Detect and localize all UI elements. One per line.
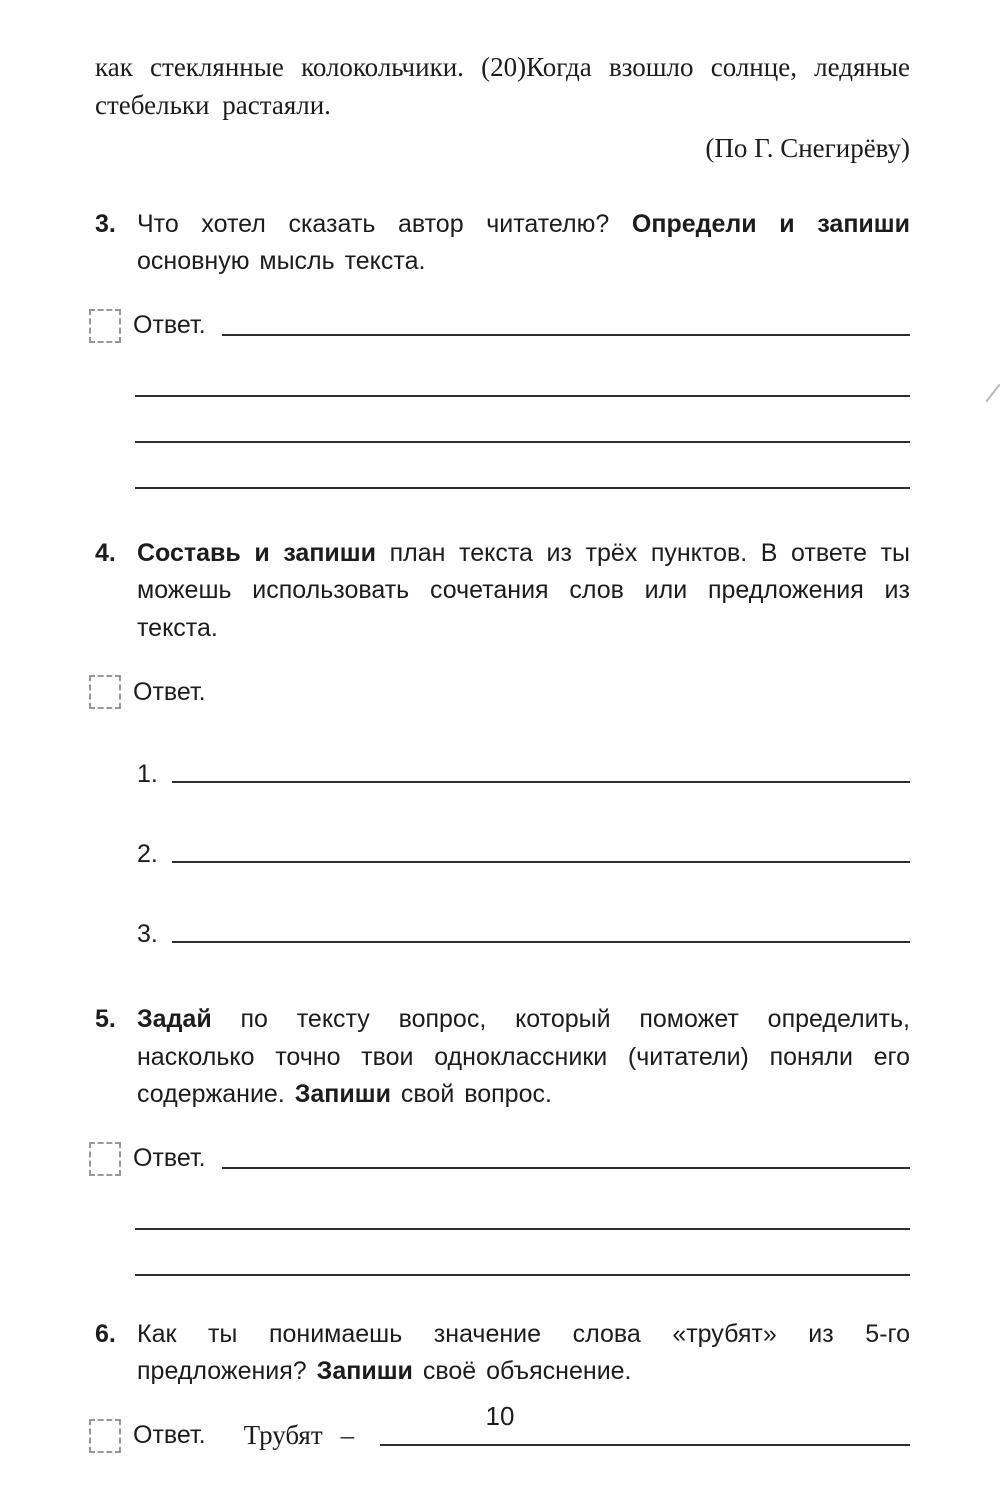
task-5-text-bold-2: Запиши <box>294 1080 391 1109</box>
task-3-answer-line-1 <box>222 334 910 336</box>
task-6 <box>95 1316 910 1391</box>
task-6-text-1: Как ты понимаешь значение слова «трубят» из 5-го предложения? <box>137 1319 910 1386</box>
task-3 <box>95 206 910 281</box>
answer-dash: – <box>340 1420 355 1451</box>
author-attribution: (По Г. Снегирёву) <box>705 132 910 163</box>
task-3-text-bold: Определи и запиши <box>631 209 910 238</box>
plan-item-number: 1. <box>137 760 158 789</box>
task-5-answer-line-2 <box>135 1228 910 1230</box>
answer-marker-box <box>89 675 121 709</box>
task-4-text-1: план текста из трёх пунктов. В ответе ты можешь использовать сочетания слов или предложения из текста. <box>137 538 910 642</box>
task-4-plan-item-3 <box>95 920 910 949</box>
task-5-number: 5. <box>95 1005 116 1034</box>
page-number: 10 <box>485 1401 515 1431</box>
task-4-number: 4. <box>95 538 116 567</box>
task-4 <box>95 535 910 648</box>
task-5-text-1: по тексту вопрос, который поможет определить, насколько точно твои одноклассники (читатели) поняли его содержание. <box>137 1005 910 1109</box>
task-5 <box>95 1001 910 1114</box>
task-5-prompt <box>137 1001 910 1114</box>
task-3-answer-row <box>95 309 910 343</box>
task-3-answer-line-3 <box>135 441 910 443</box>
task-6-number: 6. <box>95 1319 116 1348</box>
task-4-text-bold: Составь и запиши <box>137 538 377 567</box>
task-6-text-2: своё объяснение. <box>412 1357 632 1386</box>
plan-item-line <box>172 941 910 943</box>
task-5-text-bold-1: Задай <box>137 1005 212 1034</box>
task-5-answer-line-3 <box>135 1274 910 1276</box>
answer-label: Ответ. <box>133 1421 206 1450</box>
plan-item-number: 3. <box>137 920 158 949</box>
task-3-answer-line-2 <box>135 395 910 397</box>
answer-word-prefix: Трубят <box>243 1420 323 1451</box>
task-4-plan-item-2 <box>95 840 910 869</box>
task-3-text-1: Что хотел сказать автор читателю? <box>137 209 632 238</box>
answer-label: Ответ. <box>133 677 206 706</box>
task-6-prompt <box>137 1316 910 1391</box>
reading-text-ending: как стеклянные колокольчики. (20)Когда взошло солнце, ледяные стебельки растаяли. <box>95 52 910 121</box>
task-6-answer-line-1 <box>380 1444 910 1446</box>
task-5-text-2: свой вопрос. <box>390 1080 552 1109</box>
plan-item-line <box>172 781 910 783</box>
task-4-answer-row <box>95 675 910 709</box>
answer-label: Ответ. <box>133 311 206 340</box>
task-6-text-bold: Запиши <box>316 1357 413 1386</box>
task-5-answer-row <box>95 1142 910 1176</box>
task-3-text-2: основную мысль текста. <box>137 247 426 276</box>
answer-marker-box <box>89 309 121 343</box>
task-3-prompt <box>137 206 910 281</box>
task-3-number: 3. <box>95 209 116 238</box>
answer-label: Ответ. <box>133 1144 206 1173</box>
task-4-prompt <box>137 535 910 648</box>
answer-marker-box <box>89 1142 121 1176</box>
task-5-answer-line-1 <box>222 1167 910 1169</box>
plan-item-line <box>172 861 910 863</box>
plan-item-number: 2. <box>137 840 158 869</box>
task-4-plan-item-1 <box>95 760 910 789</box>
task-3-answer-line-4 <box>135 487 910 489</box>
